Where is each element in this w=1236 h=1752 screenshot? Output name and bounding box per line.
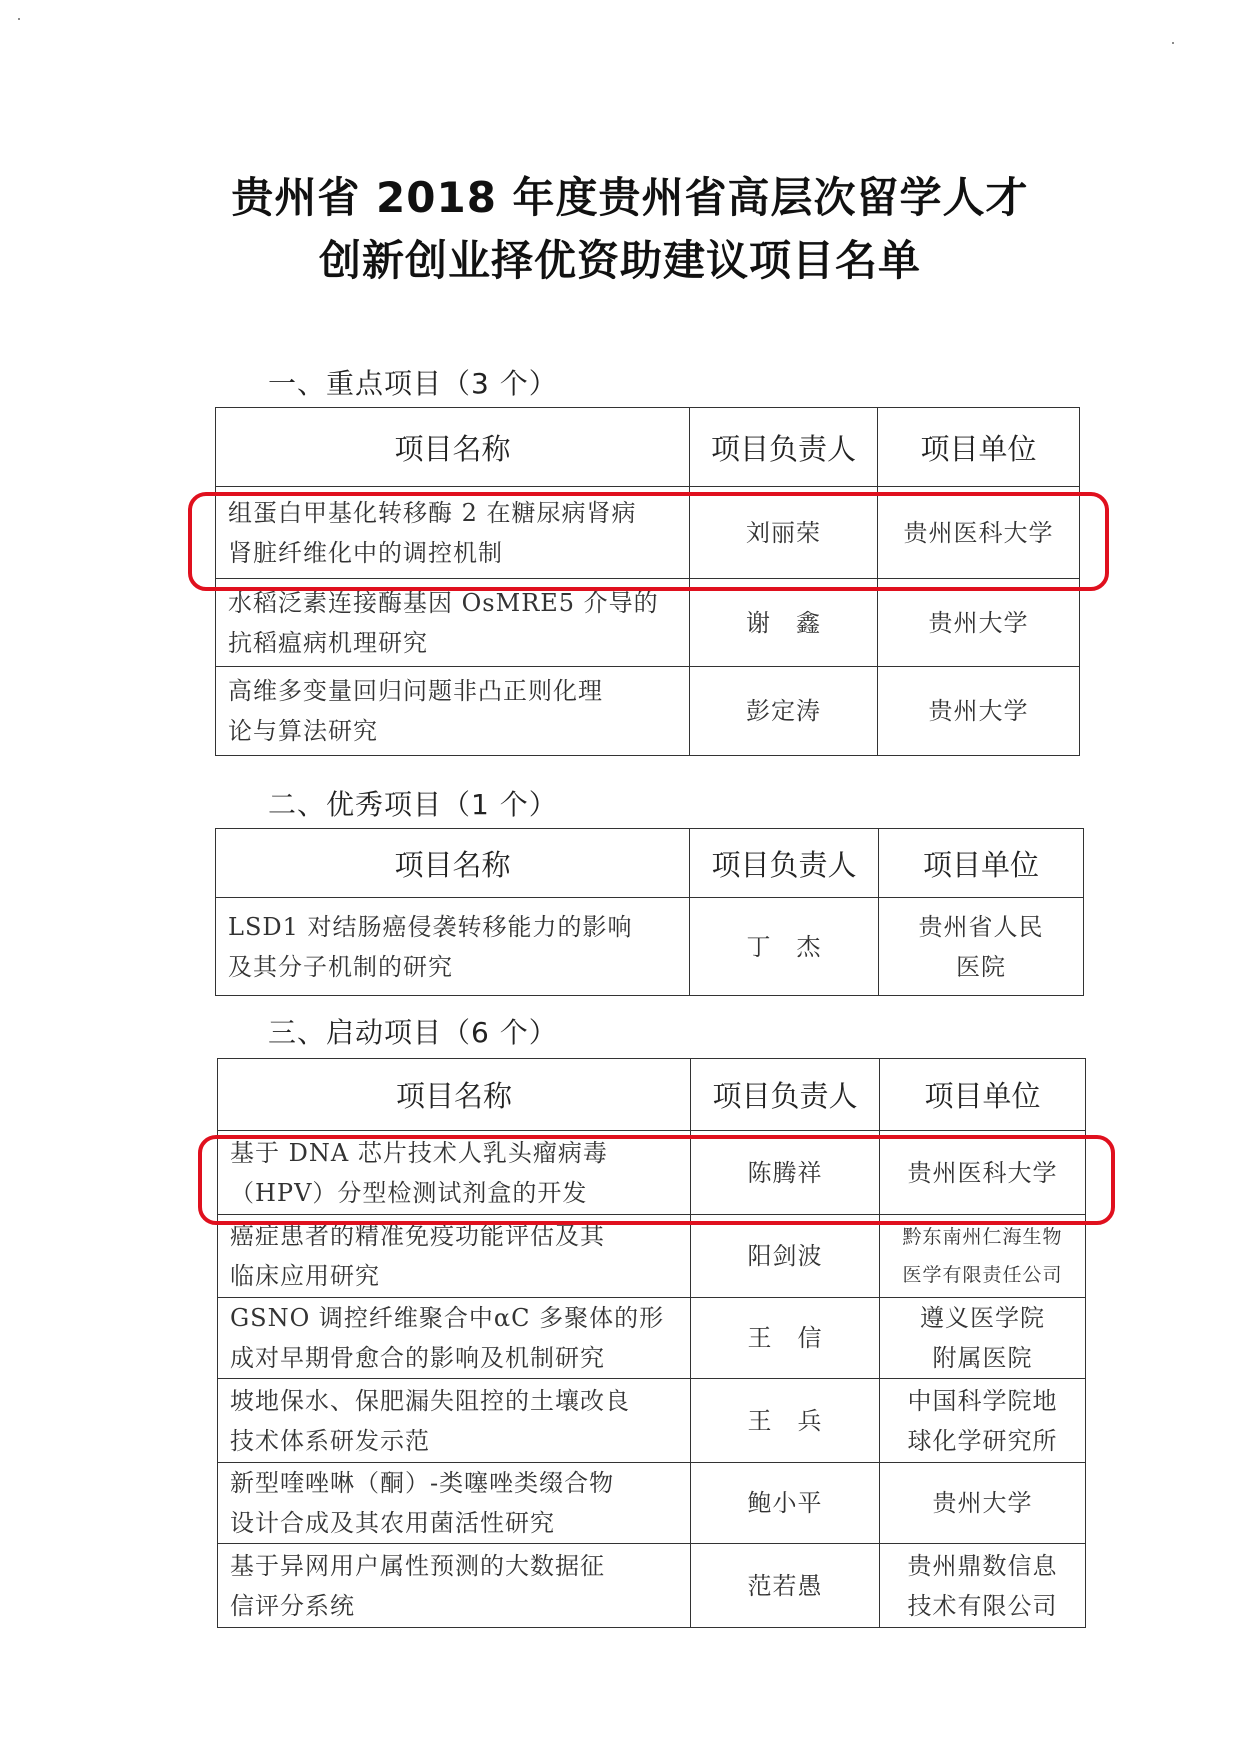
project-unit-cell bbox=[880, 1215, 1086, 1298]
project-unit-cell bbox=[880, 1379, 1086, 1463]
project-name-cell bbox=[216, 579, 690, 667]
scan-speck bbox=[18, 18, 20, 20]
project-name-cell bbox=[218, 1463, 691, 1544]
header-leader: 项目负责人 bbox=[690, 408, 878, 487]
project-unit-line: 遵义医学院 bbox=[920, 1304, 1045, 1332]
startup-projects-table bbox=[217, 1058, 1086, 1628]
project-leader: 丁 杰 bbox=[690, 898, 879, 996]
project-name-line: 成对早期骨愈合的影响及机制研究 bbox=[230, 1344, 605, 1372]
project-name-cell bbox=[218, 1544, 691, 1628]
project-unit-line: 黔东南州仁海生物 bbox=[902, 1226, 1063, 1248]
project-leader: 彭定涛 bbox=[690, 667, 878, 756]
table-header-row bbox=[218, 1059, 1086, 1131]
project-name-line: 信评分系统 bbox=[230, 1591, 355, 1620]
table-row bbox=[216, 667, 1080, 756]
project-leader: 阳剑波 bbox=[691, 1215, 880, 1298]
project-name-line: 肾脏纤维化中的调控机制 bbox=[228, 538, 503, 567]
section-title-key-projects: 一、重点项目（3 个） bbox=[268, 367, 558, 400]
table-row bbox=[218, 1215, 1086, 1298]
project-name-cell bbox=[218, 1379, 691, 1463]
scan-speck bbox=[1172, 42, 1174, 44]
project-leader: 陈腾祥 bbox=[691, 1131, 880, 1215]
project-unit: 贵州大学 bbox=[878, 667, 1080, 756]
project-leader: 刘丽荣 bbox=[690, 487, 878, 579]
project-name-line: 设计合成及其农用菌活性研究 bbox=[230, 1509, 555, 1537]
table-header-row bbox=[216, 829, 1084, 898]
header-name: 项目名称 bbox=[218, 1059, 691, 1131]
project-unit-cell bbox=[879, 898, 1084, 996]
project-name-line: 癌症患者的精准免疫功能评估及其 bbox=[230, 1222, 605, 1250]
project-name-line: 新型喹唑啉（酮）-类噻唑类缀合物 bbox=[230, 1469, 615, 1497]
document-title-line1: 贵州省 2018 年度贵州省高层次留学人才 bbox=[231, 173, 1029, 222]
header-unit: 项目单位 bbox=[879, 829, 1084, 898]
project-name-line: 及其分子机制的研究 bbox=[228, 952, 453, 981]
table-row bbox=[218, 1463, 1086, 1544]
project-leader: 鲍小平 bbox=[691, 1463, 880, 1544]
section-title-startup-projects: 三、启动项目（6 个） bbox=[268, 1016, 558, 1049]
project-unit-line: 医院 bbox=[956, 952, 1006, 981]
project-name-line: 坡地保水、保肥漏失阻控的土壤改良 bbox=[230, 1386, 630, 1415]
project-unit-line: 医学有限责任公司 bbox=[902, 1264, 1063, 1286]
project-leader: 范若愚 bbox=[691, 1544, 880, 1628]
project-unit: 贵州医科大学 bbox=[878, 487, 1080, 579]
project-name-line: 基于异网用户属性预测的大数据征 bbox=[230, 1551, 605, 1580]
section-title-excellent-projects: 二、优秀项目（1 个） bbox=[268, 788, 558, 821]
project-leader: 谢 鑫 bbox=[690, 579, 878, 667]
project-name-line: 组蛋白甲基化转移酶 2 在糖尿病肾病 bbox=[228, 498, 637, 527]
project-unit-line: 附属医院 bbox=[932, 1344, 1033, 1372]
project-name-line: GSNO 调控纤维聚合中αC 多聚体的形 bbox=[230, 1304, 665, 1332]
header-name: 项目名称 bbox=[216, 829, 690, 898]
project-name-cell bbox=[216, 667, 690, 756]
project-leader: 王 信 bbox=[691, 1298, 880, 1379]
project-unit-cell bbox=[880, 1544, 1086, 1628]
header-leader: 项目负责人 bbox=[690, 829, 879, 898]
table-row bbox=[218, 1379, 1086, 1463]
project-leader: 王 兵 bbox=[691, 1379, 880, 1463]
table-row bbox=[218, 1298, 1086, 1379]
project-unit: 贵州大学 bbox=[878, 579, 1080, 667]
table-header-row bbox=[216, 408, 1080, 487]
project-name-cell bbox=[216, 487, 690, 579]
project-unit-cell bbox=[880, 1298, 1086, 1379]
project-name-cell bbox=[216, 898, 690, 996]
project-unit-line: 贵州省人民 bbox=[918, 912, 1044, 941]
project-name-cell bbox=[218, 1215, 691, 1298]
project-name-cell bbox=[218, 1298, 691, 1379]
project-name-line: 临床应用研究 bbox=[230, 1262, 380, 1290]
table-row bbox=[216, 898, 1084, 996]
project-name-line: （HPV）分型检测试剂盒的开发 bbox=[230, 1178, 588, 1207]
document-title-line2: 创新创业择优资助建议项目名单 bbox=[318, 236, 921, 285]
table-row bbox=[216, 487, 1080, 579]
project-unit-line: 贵州鼎数信息 bbox=[907, 1551, 1058, 1580]
header-name: 项目名称 bbox=[216, 408, 690, 487]
table-row bbox=[218, 1544, 1086, 1628]
header-unit: 项目单位 bbox=[878, 408, 1080, 487]
project-unit: 贵州大学 bbox=[880, 1463, 1086, 1544]
project-name-line: 论与算法研究 bbox=[228, 717, 378, 745]
project-unit: 贵州医科大学 bbox=[880, 1131, 1086, 1215]
table-row bbox=[216, 579, 1080, 667]
project-name-line: 水稻泛素连接酶基因 OsMRE5 介导的 bbox=[228, 588, 659, 617]
project-unit-line: 技术有限公司 bbox=[907, 1591, 1058, 1620]
table-row bbox=[218, 1131, 1086, 1215]
project-name-line: LSD1 对结肠癌侵袭转移能力的影响 bbox=[228, 912, 633, 941]
header-unit: 项目单位 bbox=[880, 1059, 1086, 1131]
project-name-line: 高维多变量回归问题非凸正则化理 bbox=[228, 677, 603, 705]
key-projects-table bbox=[215, 407, 1080, 756]
project-name-line: 技术体系研发示范 bbox=[230, 1426, 430, 1455]
project-name-line: 基于 DNA 芯片技术人乳头瘤病毒 bbox=[230, 1138, 608, 1167]
header-leader: 项目负责人 bbox=[691, 1059, 880, 1131]
project-unit-line: 球化学研究所 bbox=[907, 1426, 1058, 1455]
project-name-line: 抗稻瘟病机理研究 bbox=[228, 628, 428, 657]
project-name-cell bbox=[218, 1131, 691, 1215]
excellent-projects-table bbox=[215, 828, 1084, 996]
project-unit-line: 中国科学院地 bbox=[907, 1386, 1058, 1415]
